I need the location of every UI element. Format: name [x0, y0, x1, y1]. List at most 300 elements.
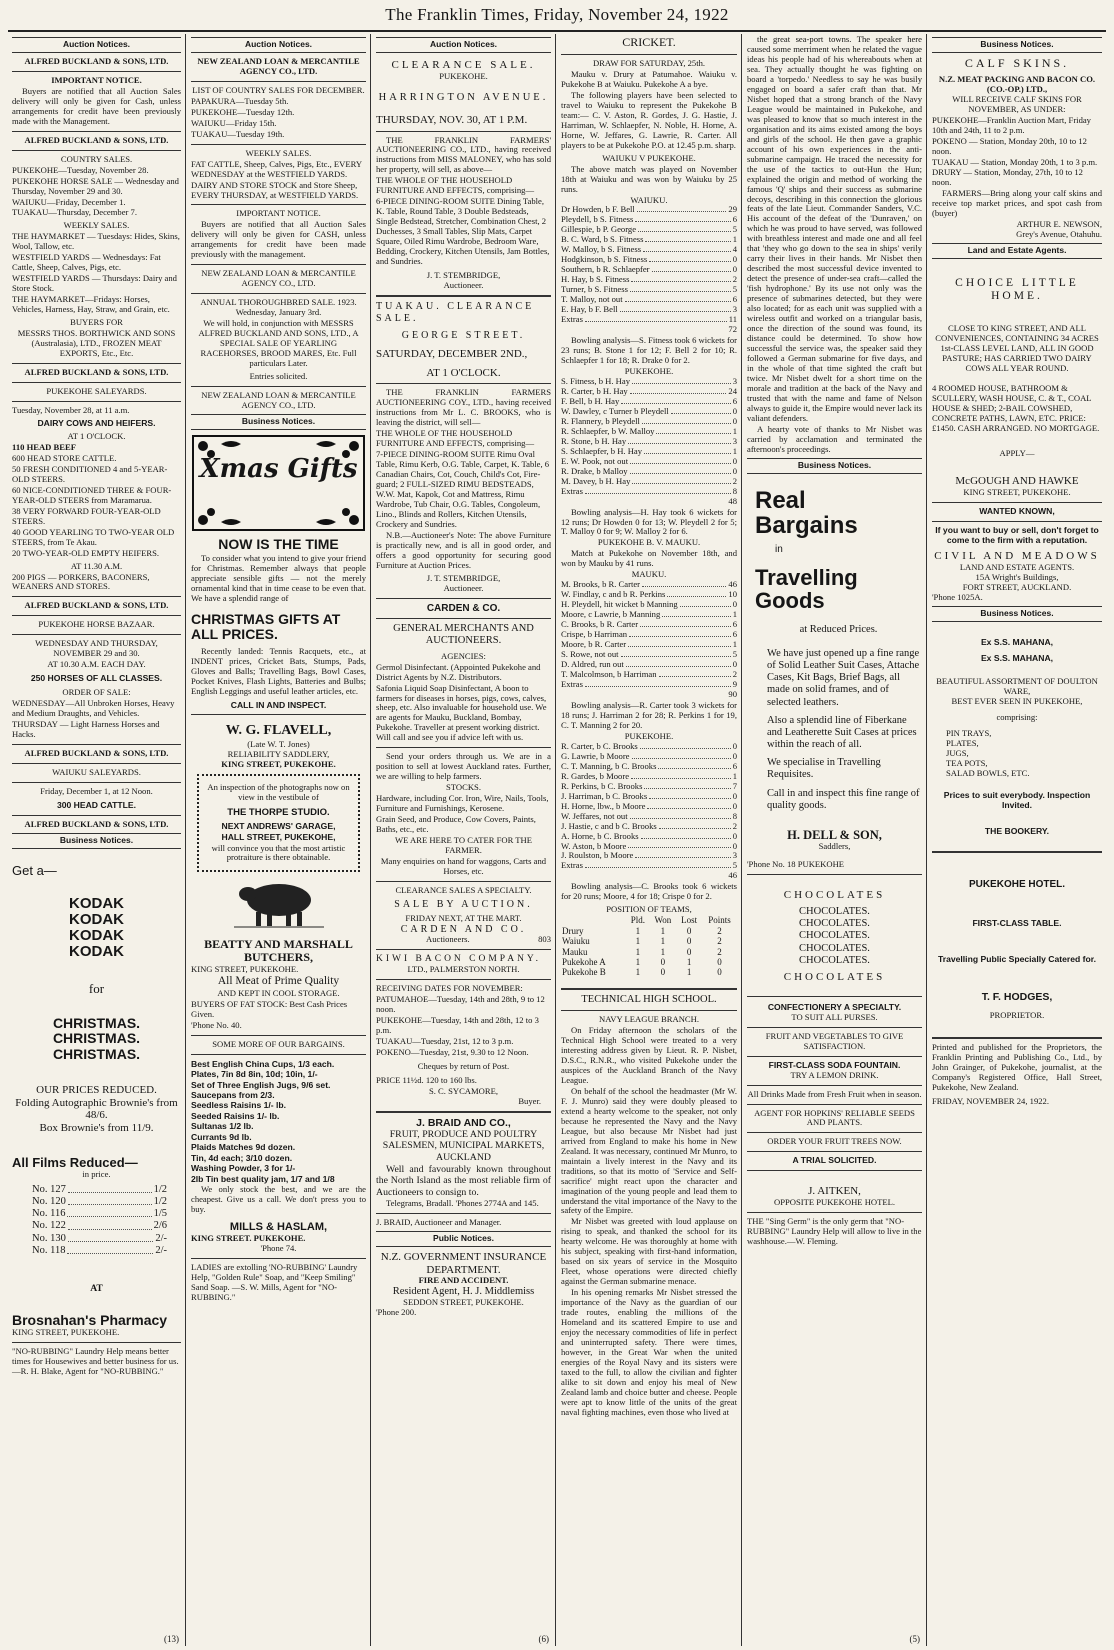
- dot-leader: [630, 467, 731, 474]
- agent-address: 15A Wright's Buildings,: [975, 571, 1059, 582]
- batsman-row-value: 8: [732, 485, 737, 496]
- batsman-row-label: H. Horne, lbw., b Moore: [561, 800, 646, 811]
- real-word: Real: [755, 486, 806, 514]
- batsman-row: [561, 832, 737, 842]
- chocolates-line: CHOCOLATES.: [799, 954, 870, 966]
- film-price: [32, 1196, 167, 1208]
- film-price-value: 2/6: [153, 1220, 167, 1232]
- mahana: Ex S.S. MAHANA,: [980, 652, 1054, 663]
- thorpe-address: NEXT ANDREWS' GARAGE,: [221, 820, 336, 831]
- auctioneers: Auctioneers.: [426, 934, 470, 945]
- subheading: ORDER OF SALE:: [62, 687, 131, 698]
- proprietor-title: PROPRIETOR.: [989, 1009, 1045, 1020]
- flavell-late: (Late W. T. Jones): [247, 738, 310, 749]
- dot-leader: [68, 1233, 153, 1242]
- batsman-row-value: 5: [732, 224, 737, 235]
- batsman-row-value: 1: [732, 770, 737, 781]
- article-subtitle: NAVY LEAGUE BRANCH.: [598, 1014, 700, 1025]
- agent-address: FORT STREET, AUCKLAND.: [962, 581, 1072, 592]
- batsman-row-value: 1: [732, 639, 737, 650]
- dec-sale: PUKEKOHE—Tuesday 12th.: [191, 106, 295, 117]
- telegrams: Telegrams, Bradall. 'Phones 2774A and 145.: [386, 1198, 539, 1209]
- column-6: [928, 34, 1106, 1644]
- auctioneer-note: N.B.—Auctioneer's Note: The above Furniture is practically new, and is all in good order, and offers a good opportunity for securing good Furniture at Auction Prices.: [376, 529, 551, 570]
- safonia-text: Safonia Liquid Soap Disinfectant, A boon to farmers for diseases in horses, pigs, cows, calves, sheep, etc. Also invaluable for household use. We are agents for Mauku, Buckland, Bombay, Pukekohe. Traveller at present working district. Will call and see you if advice left with us.: [376, 682, 547, 743]
- team-name: PUKEKOHE.: [624, 730, 674, 741]
- proprietor-name: T. F. HODGES,: [981, 990, 1053, 1003]
- receiving-item: PATUMAHOE—Tuesday, 14th and 28th, 9 to 12 noon.: [376, 994, 545, 1014]
- film-price-label: No. 127: [32, 1183, 66, 1195]
- position-table: [561, 915, 737, 978]
- batsman-row-value: 6: [732, 214, 737, 225]
- xmas-gifts-illustration: [191, 434, 366, 532]
- imprint-date: FRIDAY, NOVEMBER 24, 1922.: [932, 1095, 1049, 1106]
- kodak-word: KODAK: [69, 894, 124, 912]
- subheading: DRAW FOR SATURDAY, 25th.: [592, 57, 706, 68]
- buyers-text: MESSRS THOS. BORTHWICK AND SONS (Australasia), LTD., FROZEN MEAT EXPORTS, Etc., Etc.: [17, 328, 176, 359]
- cheques: Cheques by return of Post.: [417, 1060, 510, 1071]
- column-rule: [555, 34, 556, 1646]
- gifts-title: CHRISTMAS GIFTS AT ALL PRICES.: [191, 610, 341, 643]
- chocolates-header: CHOCOLATES: [783, 889, 886, 902]
- position-cell: 1: [635, 967, 641, 978]
- notice-text: Buyers are notified that all Auction Sales delivery will only be given for CASH, unless arrangements for credit have been made previously with the management.: [191, 219, 366, 260]
- subheading: BUYERS FOR: [70, 317, 123, 328]
- match-title: PUKEKOHE B. V. MAUKU.: [597, 537, 701, 548]
- dot-leader: [659, 822, 731, 829]
- subheading: IMPORTANT NOTICE.: [236, 208, 321, 219]
- dot-leader: [641, 832, 731, 839]
- ad-ref: 803: [538, 934, 551, 945]
- auctioneer-name: J. T. STEMBRIDGE,: [426, 270, 501, 281]
- batsman-row-label: R. Carter, b H. Hay: [561, 385, 628, 396]
- phone: 'Phone No. 18 PUKEKOHE: [747, 859, 845, 870]
- braid-text: Well and favourably known throughout the North Island as the most reliable firm of Auctioneers to consign to.: [376, 1163, 551, 1198]
- batsman-row-value: 3: [732, 850, 737, 861]
- dot-leader: [626, 660, 731, 667]
- position-cell: 1: [635, 957, 641, 968]
- subheading: PUKEKOHE SALEYARDS.: [46, 386, 147, 397]
- dot-leader: [644, 447, 731, 454]
- wanted-text: If you want to buy or sell, don't forget to come to the firm with a reputation.: [935, 525, 1099, 546]
- notice-title: IMPORTANT NOTICE.: [51, 74, 142, 85]
- batsman-row: [561, 315, 737, 325]
- batsman-row-label: Gillespie, b P. George: [561, 224, 637, 235]
- column-3: [372, 34, 555, 1644]
- kiwi-name: KIWI BACON COMPANY.: [376, 954, 541, 965]
- team-name: MAUKU.: [631, 569, 667, 580]
- dot-leader: [667, 590, 726, 597]
- article-paragraph: the great sea-port towns. The speaker here caused some merriment when he related the vague ideas his people had of his whereabouts when at sea. They actually thought he was fighting on board a 'torpedo.' Needless to say he was busily engaged on board a safer craft than that. Mr Nisbet hoped that a strong branch of the Navy League would be maintained in Pukekohe, and was pleased to know that so much interest in the organisation and its aims existed among the boys and girls of the school. He then gave a graphic account of his own experiences in the anti-submarine campaign. He traced the necessity for the use of the tactics to out-Hun the Hun; explained the origin and method of working the famous 'Q' ships and their success as submarine decoys, describing in this connection the glorious feats of the late Lieut. Commander Sanders, V.C. His account of the defeat of the 'Dunraven,' on which he was proud to have served, was followed with breathless interest and made one and all feel that 'they who go down to the sea in ships' verily carry their lives in their hands. Mr Nisbet then described the most successful device invented to detect the presence of under-sea craft—called the 'fish hydrophone.' By its use not only was the presence of submarines detected, but they were also located; for as each unit was supplied with a wireless outfit and worked on a triangular basis, once the direction of the sound was found, its distance could be determined. To show how successful the service was, the speaker said they followed a German submarine for five days, and in the whole of that time sighted the craft but twice. Mr Nisbet dwelt for a short time on the morale and tradition at the back of the Navy and trusted that with the name and fame of Nelson always to guide it, the Empire would never lack its valiant defenders.: [747, 34, 922, 423]
- article-paragraph: On Friday afternoon the scholars of the Technical High School were treated to a very interesting address given by Lieut. R. P. Nisbet, D.S.C., R.N.R., who visited Pukekohe under the auspices of the Auckland Branch of the Navy League.: [561, 1025, 737, 1085]
- match-text: The above match was played on November 18th at Waiuku and was won by Waiuku by 25 runs.: [561, 163, 737, 194]
- grain-text: Grain Seed, and Produce, Cow Covers, Paints, Baths, etc., etc.: [376, 814, 536, 835]
- ladies-notice: LADIES are extolling 'NO-RUBBING' Laundry Help, "Golden Rule" Soap, and "Keep Smiling" Sand Soap. —S. W. Mills, Agent for "NO-RUBBING.": [191, 1261, 358, 1302]
- batsman-row-label: A. Horne, b C. Brooks: [561, 830, 639, 841]
- batsman-row-value: 5: [732, 284, 737, 295]
- film-price-value: 2/-: [155, 1232, 167, 1244]
- batsman-row: [561, 670, 737, 680]
- calf-list-item: DRURY — Station, Monday, 27th, 10 to 12 noon.: [932, 167, 1083, 188]
- dot-leader: [585, 861, 731, 868]
- position-cell: 0: [717, 967, 722, 978]
- batsman-row-value: 0: [732, 740, 737, 751]
- subheading: AGENCIES:: [441, 650, 486, 661]
- sale-item: PUKEKOHE HORSE SALE — Wednesday and Thursday, November 29 and 30.: [12, 175, 179, 196]
- batsman-row-label: T. Malloy, not out: [561, 294, 623, 305]
- fruit-trees: ORDER YOUR FRUIT TREES NOW.: [767, 1136, 902, 1147]
- position-cell: 1: [660, 946, 666, 957]
- position-cell: 1: [686, 967, 692, 978]
- batsman-row-value: 6: [732, 629, 737, 640]
- position-cell: Waiuku: [562, 936, 590, 947]
- calf-list-item: TUAKAU — Station, Monday 20th, 1 to 3 p.m.: [932, 156, 1098, 167]
- film-price-value: 1/5: [153, 1208, 167, 1220]
- clearance-title: CLEARANCE SALE.: [391, 58, 536, 71]
- dot-leader: [637, 205, 727, 212]
- batsman-row-label: M. Davey, b H. Hay: [561, 475, 631, 486]
- travelling-word: Travelling: [755, 564, 858, 590]
- carden-name: CARDEN AND CO.: [400, 923, 527, 935]
- calf-list-item: PUKEKOHE—Franklin Auction Mart, Friday 10th and 24th, 11 to 2 p.m.: [932, 114, 1091, 135]
- christmas-word: CHRISTMAS.: [52, 1045, 141, 1062]
- position-cell: 1: [635, 946, 641, 957]
- kodak-word: KODAK: [69, 927, 124, 945]
- subheading: PUKEKOHE HORSE BAZAAR.: [38, 619, 155, 630]
- dell-name: H. DELL & SON,: [787, 827, 882, 842]
- phone: 'Phone No. 40.: [191, 1019, 242, 1030]
- article-paragraph: Mr Nisbet was greeted with loud applause on rising to speak, and thanked the school for its hearty welcome. He was thoroughly at home with his subject, speaking with first-hand information, based on six years of service in the Mosquito Fleet, whose operations were directed chiefly against the German submarine menace.: [561, 1216, 737, 1287]
- flavell-name: W. G. FLAVELL,: [225, 723, 332, 739]
- scorecard-pukekohe: [561, 377, 737, 497]
- kodak-for: for: [88, 980, 105, 996]
- agent-name: McGOUGH AND HAWKE: [955, 475, 1079, 488]
- batsman-row-value: 0: [732, 800, 737, 811]
- batsman-row-label: D. Aldred, run out: [561, 659, 624, 670]
- column-5: [743, 34, 926, 1644]
- batsman-row-value: 5: [732, 860, 737, 871]
- fat-stock: BUYERS OF FAT STOCK: Best Cash Prices Given.: [191, 998, 348, 1019]
- batsman-row-value: 2: [732, 475, 737, 486]
- batsman-row-label: R. Carter, b C. Brooks: [561, 740, 638, 751]
- batsman-row-value: 6: [732, 294, 737, 305]
- batsman-row-label: Extras: [561, 314, 583, 325]
- film-price-label: No. 118: [32, 1244, 66, 1256]
- article-title: TECHNICAL HIGH SCHOOL.: [581, 993, 717, 1005]
- travelling-public: Travelling Public Specially Catered for.: [937, 953, 1097, 964]
- many-text: Many enquiries on hand for waggons, Carts and Horses, etc.: [380, 856, 547, 876]
- scorecard-mauku: [561, 580, 737, 690]
- dot-leader: [671, 407, 731, 414]
- batsman-row-value: 0: [732, 790, 737, 801]
- doulton-item: TEA POTS,: [946, 758, 988, 769]
- cater-text: WE ARE HERE TO CATER FOR THE FARMER.: [394, 835, 533, 856]
- sale-text: THE WHOLE OF THE HOUSEHOLD FURNITURE AND EFFECTS, comprising—: [376, 428, 535, 449]
- kodak-intro: Get a—: [12, 862, 57, 878]
- dot-leader: [632, 752, 731, 759]
- auctioneer-name: J. T. STEMBRIDGE,: [426, 572, 501, 583]
- batsman-row-value: 0: [732, 254, 737, 265]
- batsman-row-label: Dr Howden, b F. Bell: [561, 204, 635, 215]
- receiving-item: TUAKAU—Tuesday, 21st, 12 to 3 p.m.: [376, 1035, 514, 1046]
- thorpe-end: will convince you that the most artistic protraiture is there obtainable.: [211, 842, 346, 863]
- pharmacy-address: KING STREET, PUKEKOHE.: [12, 1327, 120, 1338]
- apply: APPLY—: [999, 448, 1035, 459]
- chocolates-footer: CHOCOLATES: [783, 970, 886, 983]
- auctioneers-line: [376, 935, 551, 945]
- sale-item: TUAKAU—Thursday, December 7.: [12, 207, 137, 218]
- position-cell: 1: [686, 957, 692, 968]
- saddlers: Saddlers,: [818, 841, 851, 852]
- selected-text: The following players have been selected to travel to Waiuku to represent the Pukekohe B team:— C. V. Aston, R. Gordes, J. G. Hastie, J. Harriman, W. Schlaepfer, N. Noble, H. Horne, A. Horne, W. Jeffares, G. Lawrie, R. Carter. All players to be at Pukekohe P.O. at 12.45 p.m. sharp.: [561, 89, 737, 150]
- scorecard-pukekohe-b: [561, 742, 737, 872]
- position-row: [561, 947, 737, 957]
- batsman-row-value: 6: [732, 760, 737, 771]
- batsman-row-value: 2: [732, 274, 737, 285]
- location: PUKEKOHE.: [439, 70, 488, 81]
- batsman-row-value: 0: [732, 599, 737, 610]
- sale-time: AT 1 O'CLOCK.: [426, 366, 501, 379]
- farmers-text: FARMERS—Bring along your calf skins and receive top market prices, and spot cash from (buyer): [932, 188, 1102, 219]
- stocks-text: Hardware, including Cor. Iron, Wire, Nails, Tools, Furniture and Furnishings, Kerosene.: [376, 793, 549, 814]
- batsman-row-label: E. Hay, b F. Bell: [561, 304, 618, 315]
- doulton-item: SALAD BOWLS, ETC.: [946, 768, 1030, 779]
- batsman-row: [561, 680, 737, 690]
- section-header: Public Notices.: [376, 1231, 551, 1247]
- dot-leader: [628, 437, 731, 444]
- dot-leader: [68, 1184, 152, 1193]
- team-name: PUKEKOHE.: [624, 365, 674, 376]
- batsman-row-value: 6: [732, 395, 737, 406]
- batsman-row-value: 1: [732, 609, 737, 620]
- sale-item: PUKEKOHE—Tuesday, November 28.: [12, 164, 149, 175]
- auctioneer-title: Auctioneer.: [443, 582, 484, 593]
- draw-text: Mauku v. Drury at Patumahoe. Waiuku v. Pukekohe B at Waiuku. Pukekohe A a bye.: [561, 68, 737, 89]
- prices-text: Prices to suit everybody. Inspection Invited.: [943, 790, 1091, 811]
- saddlery: RELIABILITY SADDLERY,: [227, 748, 330, 759]
- dot-leader: [647, 802, 730, 809]
- dot-leader: [635, 851, 730, 858]
- position-header-cell: [561, 915, 626, 925]
- batsman-row-value: 8: [732, 810, 737, 821]
- doulton: BEAUTIFUL ASSORTMENT OF DOULTON WARE,: [936, 676, 1098, 697]
- batsman-row-label: J. Harriman, b C. Brooks: [561, 790, 648, 801]
- in-word: in: [775, 543, 783, 555]
- sheep-illustration: [191, 876, 366, 933]
- calf-list-item: POKENO — Station, Monday 20th, 10 to 12 noon.: [932, 135, 1087, 156]
- position-cell: 2: [717, 946, 722, 957]
- doulton-item: PIN TRAYS,: [946, 728, 992, 739]
- suit-purses: TO SUIT ALL PURSES.: [791, 1011, 878, 1022]
- films-heading: All Films Reduced—: [12, 1154, 138, 1170]
- dot-leader: [645, 235, 730, 242]
- position-cell: 0: [717, 957, 722, 968]
- laundry-notice: "NO-RUBBING" Laundry Help means better times for Housewives and better business for us.—R. H. Blake, Agent for "NO-RUBBING.": [12, 1346, 179, 1377]
- subheading: RECEIVING DATES FOR NOVEMBER:: [376, 983, 523, 994]
- weekly-item: THE HAYMARKET—Fridays: Horses, Vehicles, Harness, Hay, Straw, and Grain, etc.: [12, 294, 170, 315]
- sale-by-auction: SALE BY AUCTION.: [394, 898, 533, 910]
- section-header: Business Notices.: [12, 833, 181, 849]
- batsman-row-label: C. Brooks, b R. Carter: [561, 619, 639, 630]
- lot: 40 GOOD YEARLING TO TWO-YEAR OLD STEERS, from Te Akau.: [12, 526, 175, 547]
- fruit-veg: FRUIT AND VEGETABLES TO GIVE SATISFACTION.: [765, 1030, 904, 1051]
- sale-text: THE FRANKLIN FARMERS AUCTIONEERING COY., LTD., having received instructions from Mr L. C. BROOKS, who is leaving the district, will sell—: [376, 387, 551, 428]
- batsman-row-value: 7: [732, 780, 737, 791]
- batsman-row-value: 6: [732, 619, 737, 630]
- call-inspect: CALL IN AND INSPECT.: [230, 699, 327, 710]
- weekly-text: DAIRY AND STORE STOCK and Store Sheep, EVERY THURSDAY, at WESTFIELD YARDS.: [191, 179, 359, 200]
- bargain-item: Saucepans from 2/3.: [191, 1089, 275, 1100]
- buyer-name: S. C. SYCAMORE,: [428, 1085, 498, 1096]
- batsman-row: [561, 477, 737, 487]
- firm-name: ALFRED BUCKLAND & SONS, LTD.: [24, 748, 169, 759]
- firm-name: NEW ZEALAND LOAN & MERCANTILE AGENCY CO., LTD.: [201, 268, 356, 289]
- wanted-title: WANTED KNOWN,: [979, 506, 1055, 517]
- batsman-row-value: 0: [732, 455, 737, 466]
- firm-name: ALFRED BUCKLAND & SONS, LTD.: [24, 600, 169, 611]
- batsman-row-value: 29: [728, 204, 737, 215]
- sale-text: THE WHOLE OF THE HOUSEHOLD FURNITURE AND EFFECTS, comprising—: [376, 175, 535, 196]
- firm-name: ALFRED BUCKLAND & SONS, LTD.: [24, 55, 169, 66]
- batsman-row-label: Pleydell, b S. Fitness: [561, 214, 634, 225]
- meat-quality: All Meat of Prime Quality: [217, 975, 340, 988]
- batsman-row-value: 3: [732, 435, 737, 446]
- firm-name: NEW ZEALAND LOAN & MERCANTILE AGENCY CO., LTD.: [201, 390, 356, 410]
- batsman-row-value: 24: [728, 385, 737, 396]
- batsman-row-label: R. Perkins, b C. Brooks: [561, 780, 643, 791]
- batsman-row-label: J. Hastie, c and b C. Brooks: [561, 820, 657, 831]
- bargain-item: Washing Powder, 3 for 1/-: [191, 1163, 296, 1174]
- entries: Entries solicited.: [249, 371, 308, 382]
- dot-leader: [658, 762, 730, 769]
- dot-leader: [640, 742, 731, 749]
- batsman-row: [561, 487, 737, 497]
- position-cell: 1: [635, 925, 641, 936]
- batsman-row-label: S. Schlaepfer, b H. Hay: [561, 445, 643, 456]
- goods-word: Goods: [755, 587, 825, 613]
- buyer-address: Grey's Avenue, Otahuhu.: [1016, 229, 1102, 240]
- batsman-row-value: 1: [732, 445, 737, 456]
- resident-agent: Resident Agent, H. J. Middlemiss: [392, 1286, 535, 1298]
- agent-address: KING STREET, PUKEKOHE.: [963, 487, 1071, 498]
- position-cell: 0: [686, 925, 692, 936]
- section-header: Business Notices.: [932, 606, 1102, 622]
- batsman-row-value: 11: [728, 314, 737, 325]
- section-header: Business Notices.: [747, 458, 922, 474]
- sale-time: AT 10.30 A.M. EACH DAY.: [47, 659, 146, 670]
- lot: 110 HEAD BEEF: [12, 441, 76, 452]
- column-rule: [741, 34, 742, 1646]
- dot-leader: [628, 842, 730, 849]
- chocolates-line: CHOCOLATES.: [799, 918, 870, 930]
- property-text: CLOSE TO KING STREET, AND ALL CONVENIENCES, CONTAINING 34 ACRES 1st-CLASS LEVEL LAND, ALL IN GOOD PASTURE; HAS CARRIED TWO DAIRY COWS ALL YEAR ROUND.: [935, 322, 1099, 373]
- braid-end: J. BRAID, Auctioneer and Manager.: [376, 1217, 502, 1227]
- dot-leader: [68, 1220, 152, 1229]
- batsman-row-value: 1: [732, 234, 737, 245]
- dot-leader: [621, 650, 731, 657]
- batsman-row-label: B. C. Ward, b S. Fitness: [561, 234, 644, 245]
- batsman-row-label: R. Stone, b H. Hay: [561, 435, 627, 446]
- pharmacy-name: Brosnahan's Pharmacy: [12, 1312, 168, 1329]
- masthead: The Franklin Times, Friday, November 24, 1922: [385, 5, 729, 24]
- firm-name: ALFRED BUCKLAND & SONS, LTD.: [24, 367, 169, 378]
- batsman-row-label: R. Schlaepfer, b W. Malloy: [561, 425, 655, 436]
- thorpe-advert: [197, 774, 360, 873]
- address: KING STREET. PUKEKOHE.: [191, 1233, 306, 1243]
- batsman-row-label: J. Roulston, b Moore: [561, 850, 634, 861]
- total: 72: [728, 324, 737, 335]
- dot-leader: [635, 215, 730, 222]
- section-header: Auction Notices.: [376, 37, 551, 53]
- film-price: [32, 1245, 167, 1257]
- comprising: comprising:: [996, 712, 1038, 723]
- doulton-item: PLATES,: [946, 738, 979, 749]
- prices-reduced: OUR PRICES REDUCED.: [36, 1083, 157, 1096]
- batsman-row-label: Extras: [561, 860, 583, 871]
- batsman-row-value: 0: [732, 405, 737, 416]
- film-price-value: 2/-: [155, 1244, 167, 1256]
- dot-leader: [649, 255, 731, 262]
- notice-text: Buyers are notified that all Auction Sales delivery will only be given for Cash, unless arrangements for credit have been previously made with the Management.: [12, 85, 181, 126]
- bargain-item: Sultanas 1/2 lb.: [191, 1121, 254, 1132]
- batsman-row-value: 46: [728, 579, 737, 590]
- position-cell: 0: [660, 957, 666, 968]
- sale-date: THURSDAY, NOV. 30, AT 1 P.M.: [376, 113, 528, 126]
- thorpe-name: THE THORPE STUDIO.: [227, 806, 330, 818]
- dot-leader: [642, 417, 731, 424]
- total: 48: [728, 495, 737, 506]
- position-row: [561, 967, 737, 977]
- dot-leader: [629, 630, 731, 637]
- dot-leader: [631, 275, 730, 282]
- batsman-row-value: 2: [732, 669, 737, 680]
- chocolates-line: CHOCOLATES.: [799, 906, 870, 918]
- thorpe-address: HALL STREET, PUKEKOHE,: [221, 831, 336, 842]
- firm-name: ALFRED BUCKLAND & SONS, LTD.: [24, 818, 169, 829]
- film-price-list: [12, 1180, 181, 1257]
- subheading: WAIUKU SALEYARDS.: [52, 767, 141, 778]
- subheading: LIST OF COUNTRY SALES FOR DECEMBER.: [192, 84, 365, 95]
- at-label: AT: [90, 1282, 103, 1294]
- bargain-item: Best English China Cups, 1/3 each.: [191, 1058, 335, 1069]
- batsman-row-value: 3: [732, 304, 737, 315]
- batsman-row-label: T. Malcolmson, b Harriman: [561, 669, 657, 680]
- batsman-row-label: W. Findlay, c and b R. Perkins: [561, 589, 666, 600]
- position-header-cell: Won: [654, 915, 672, 926]
- match-title: WAIUKU V PUKEKOHE.: [602, 152, 696, 163]
- position-cell: 1: [660, 936, 666, 947]
- team-name: WAIUKU.: [630, 194, 668, 205]
- dot-leader: [638, 225, 731, 232]
- section-header: Auction Notices.: [191, 37, 366, 53]
- column-rule: [926, 34, 927, 1646]
- cricket-title: CRICKET.: [622, 35, 676, 49]
- phone: 'Phone 200.: [376, 1307, 417, 1318]
- position-cell: 0: [660, 967, 666, 978]
- section-header: Land and Estate Agents.: [932, 243, 1102, 259]
- cool-storage: AND KEPT IN COOL STORAGE.: [217, 987, 340, 998]
- address: SEDDON STREET, PUKEKOHE.: [403, 1297, 524, 1308]
- reduced-prices: at Reduced Prices.: [799, 623, 878, 635]
- batsman-row-label: Crispe, b Harriman: [561, 629, 628, 640]
- braid-text: FRUIT, PRODUCE AND POULTRY SALESMEN, MUNICIPAL MARKETS, AUCKLAND: [382, 1128, 545, 1163]
- position-cell: 0: [686, 946, 692, 957]
- hopkins: AGENT FOR HOPKINS' RELIABLE SEEDS AND PLANTS.: [754, 1107, 915, 1128]
- subheading: POSITION OF TEAMS,: [606, 904, 692, 915]
- bargain-item: Plaids Matches 9d dozen.: [191, 1142, 296, 1153]
- dec-sale: WAIUKU—Friday 15th.: [191, 117, 277, 128]
- kiwi-address: LTD., PALMERSTON NORTH.: [407, 964, 520, 975]
